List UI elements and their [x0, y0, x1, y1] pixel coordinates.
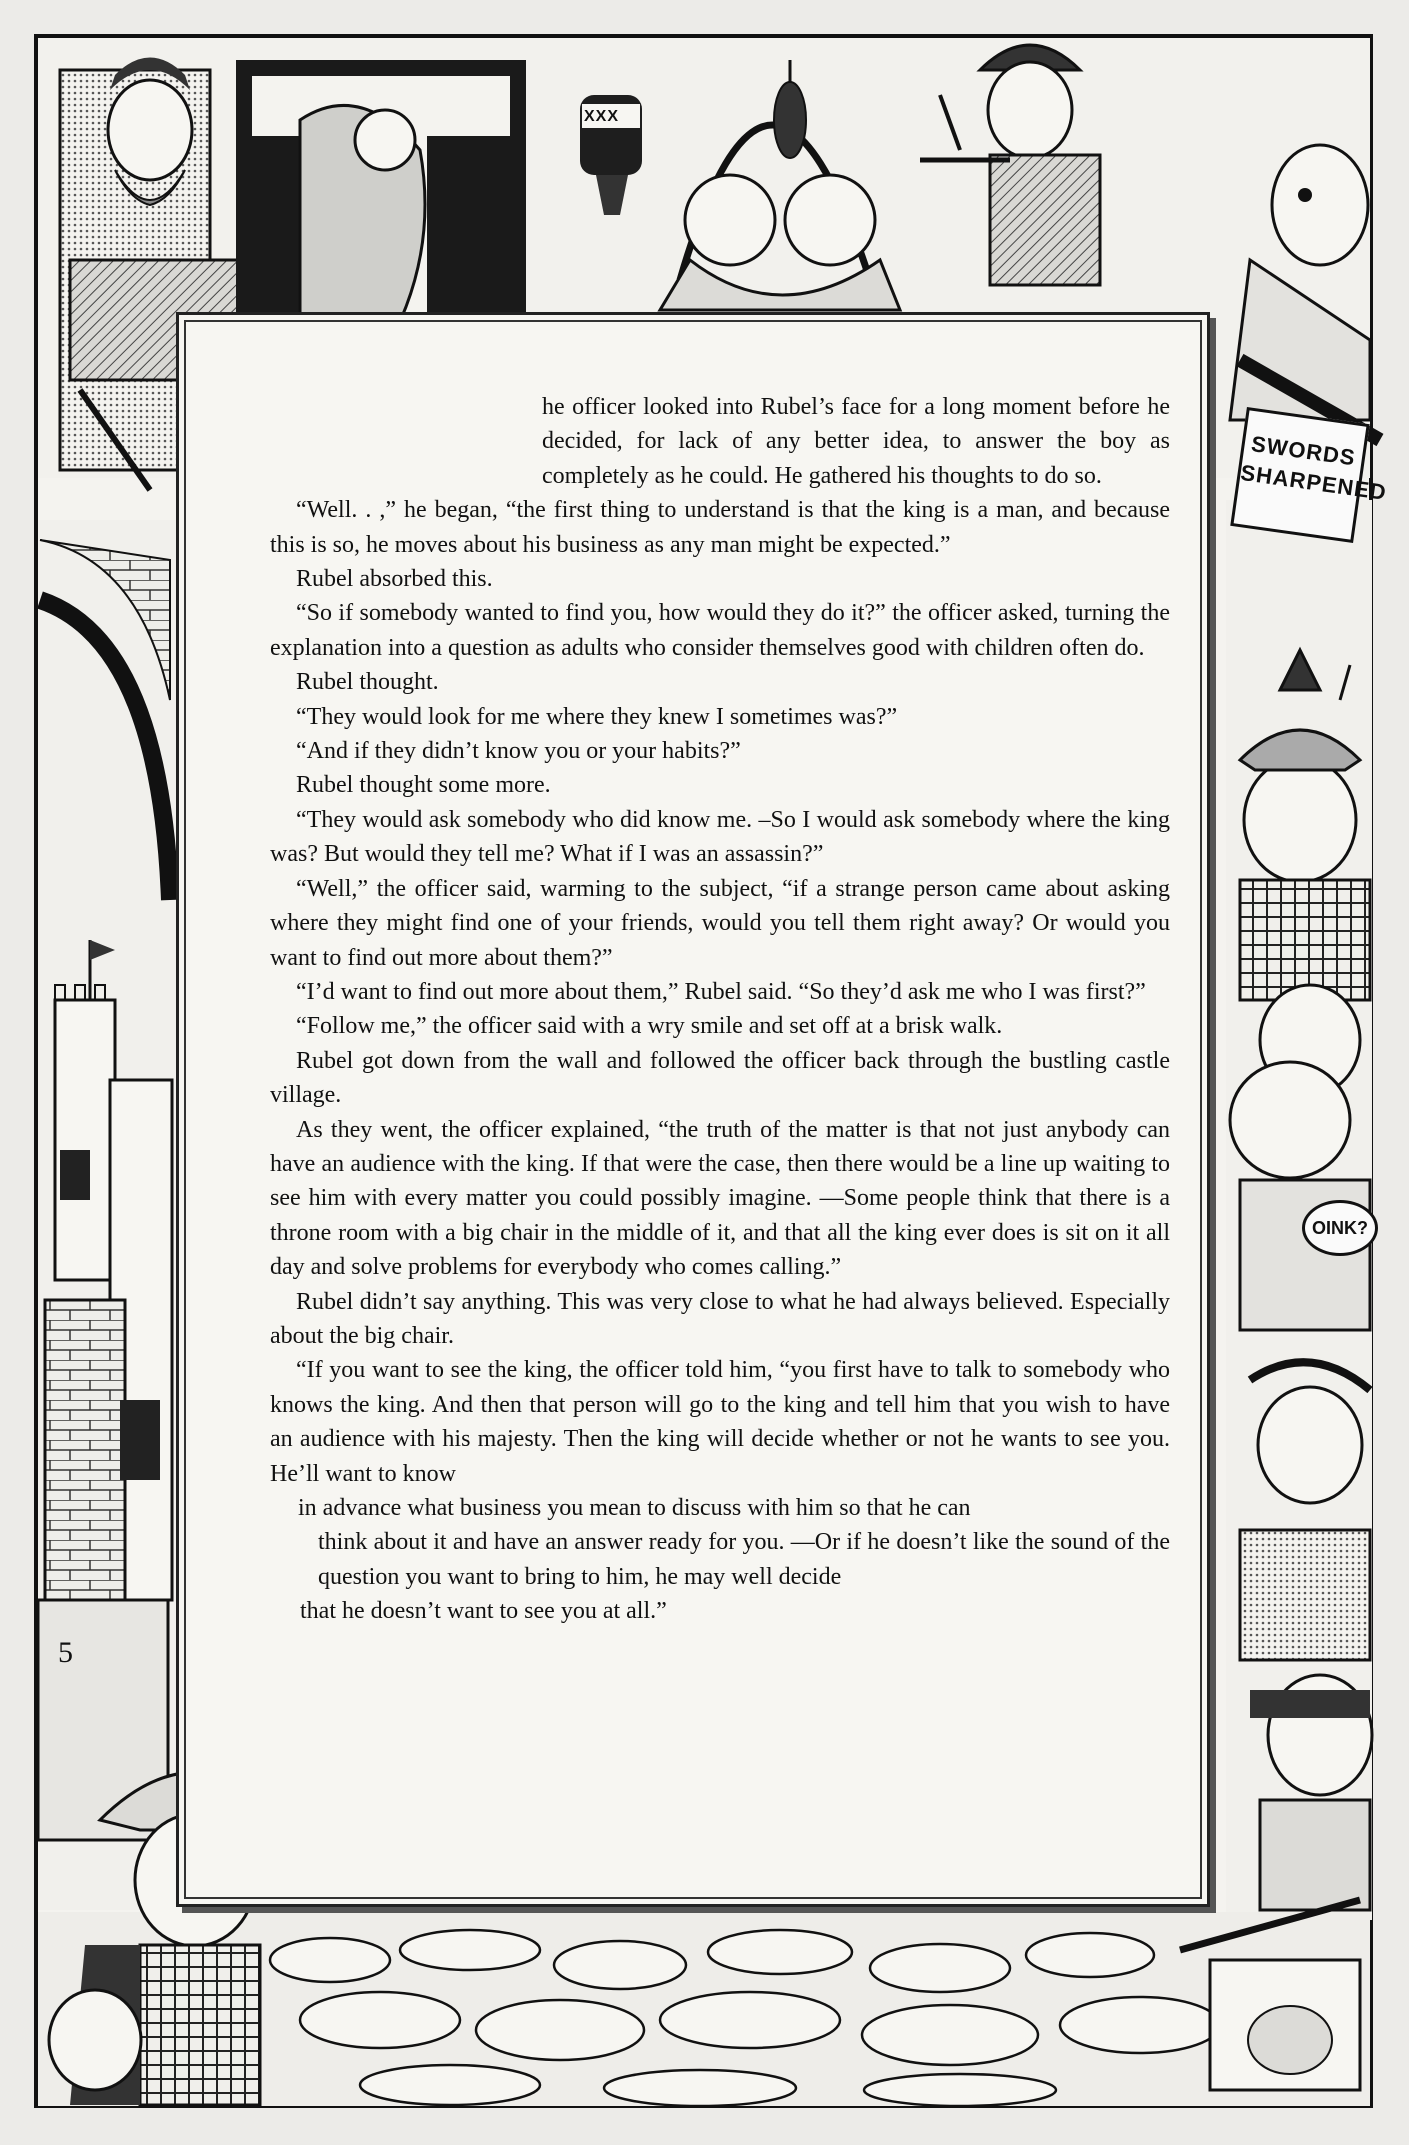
- jug-label: XXX: [584, 108, 620, 125]
- oink-speech-bubble: OINK?: [1302, 1200, 1378, 1256]
- paragraph: “They would ask somebody who did know me. –So I would ask somebody where the king was? But would they tell me? What if I was an assassin?”: [270, 806, 1170, 868]
- paragraph: “They would look for me where they knew I sometimes was?”: [296, 703, 898, 730]
- paragraph: “I’d want to find out more about them,” Rubel said. “So they’d ask me who I was first?”: [296, 978, 1146, 1005]
- paragraph: As they went, the officer explained, “the truth of the matter is that not just anybody can have an audience with the king. If that were the case, then there would be a line up waiting to see him with every matter you could possibly imagine. —Some people think that there is a throne room with a big chair in the middle of it, and that all the king ever does is sit on it all day and solve problems for everybody who comes calling.”: [270, 1116, 1170, 1281]
- paragraph: “Follow me,” the officer said with a wry smile and set off at a brisk walk.: [296, 1013, 1003, 1040]
- sign-line-1: SWORDS: [1249, 431, 1358, 471]
- paragraph: “Well,” the officer said, warming to the subject, “if a strange person came about asking where they might find one of your friends, would you tell them right away? Or would you want to find out more about them?”: [270, 875, 1170, 971]
- paragraph-continued: think about it and have an answer ready for you. —Or if he doesn’t like the sound of the question you want to bring to him, he may well decide: [318, 1529, 1170, 1590]
- paragraph: Rubel didn’t say anything. This was very close to what he had always believed. Especially about the big chair.: [270, 1288, 1170, 1349]
- paragraph-continued: in advance what business you mean to discuss with him so that he can: [298, 1495, 971, 1521]
- drop-cap-letter: [236, 60, 526, 61]
- paragraph: Rubel thought some more.: [296, 772, 551, 799]
- paragraph: Rubel absorbed this.: [296, 566, 493, 593]
- paragraph-continued: that he doesn’t want to see you at all.”: [300, 1598, 667, 1625]
- paragraph: “And if they didn’t know you or your habits?”: [296, 738, 741, 765]
- paragraph: “Well. . ,” he began, “the first thing to understand is that the king is a man, and because this is so, he moves about his business as any man might be expected.”: [270, 497, 1170, 558]
- paragraph: “So if somebody wanted to find you, how would they do it?” the officer asked, turning the explanation into a question as adults who consider themselves good with children often do.: [270, 600, 1170, 661]
- page-mark: 5: [58, 1636, 73, 1669]
- story-text: [270, 390, 1170, 1629]
- paragraph: Rubel got down from the wall and followed the officer back through the bustling castle village.: [270, 1047, 1170, 1109]
- paragraph: Rubel thought.: [296, 669, 439, 696]
- paragraph: he officer looked into Rubel’s face for a long moment before he decided, for lack of any better idea, to answer the boy as completely as he could. He gathered his thoughts to do so.: [542, 394, 1170, 489]
- paragraph: “If you want to see the king, the officer told him, “you first have to talk to somebody who knows the king. And then that person will go to the king and tell him that you wish to have an audience with his majesty. Then the king will decide whether or not he wants to see you. He’ll want to know: [270, 1357, 1170, 1487]
- sign-line-2: SHARPENED: [1239, 459, 1389, 506]
- swords-sharpened-sign: [1230, 407, 1389, 543]
